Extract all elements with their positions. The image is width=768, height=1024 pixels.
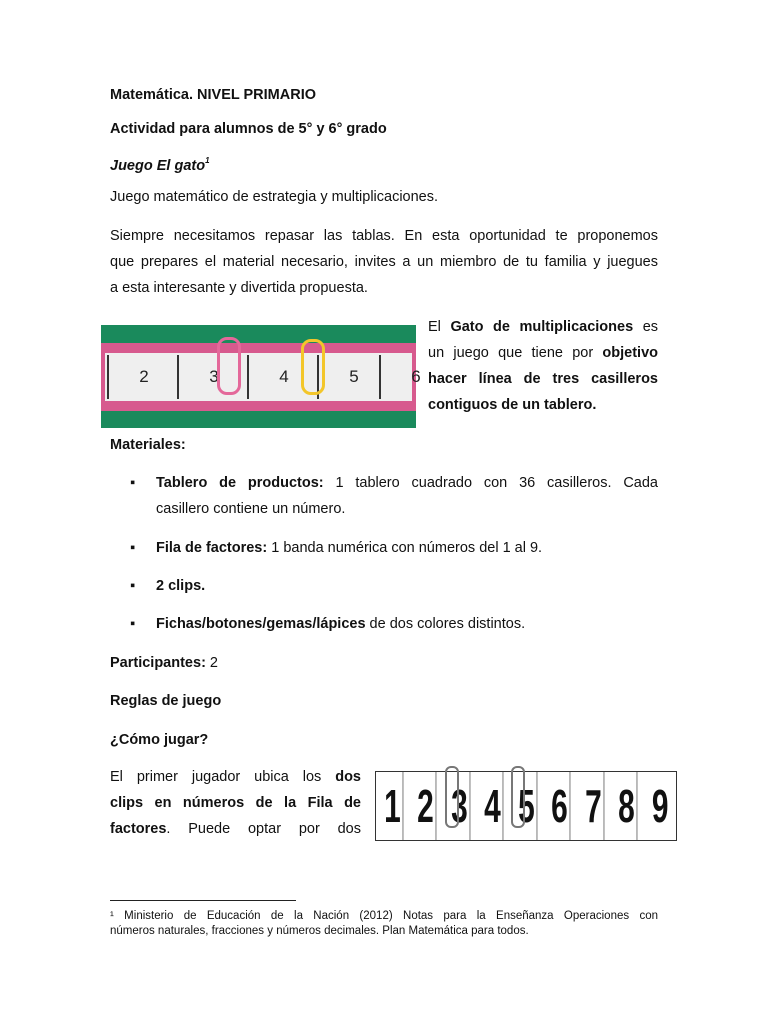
objective-l1c: es <box>633 319 659 335</box>
objective-text <box>428 314 658 418</box>
factor-cell: 9 <box>651 780 669 832</box>
how-l1b: dos <box>335 769 361 785</box>
objective-line4: contiguos de un tablero. <box>428 397 597 413</box>
intro-p2-line3: a esta interesante y divertida propuesta. <box>110 280 368 296</box>
footnote <box>110 909 658 939</box>
intro-p2-line2: que prepares el material necesario, invites a un miembro de tu familia y juegues <box>110 254 658 270</box>
photo-cell: 4 <box>247 355 319 399</box>
photo-cell: 5 <box>317 355 389 399</box>
materials-item-line <box>156 573 658 599</box>
factor-strip-image <box>375 771 677 841</box>
materials-item-text <box>156 573 658 599</box>
bullet-icon: ▪ <box>130 475 136 491</box>
intro-p2-line1: Siempre necesitamos repasar las tablas. En esta oportunidad te proponemos <box>110 228 658 244</box>
bullet-icon: ▪ <box>130 578 136 594</box>
materials-item-line <box>156 470 658 496</box>
objective-l1b: Gato de multiplicaciones <box>450 319 634 335</box>
objective-l2b: objetivo <box>602 345 658 361</box>
factor-cell: 8 <box>616 772 638 840</box>
materials-item-bold: 2 clips. <box>156 578 206 594</box>
factor-cell: 6 <box>549 772 571 840</box>
how-l3a: factores <box>110 821 167 837</box>
participants-line <box>110 654 218 672</box>
footnote-line2: números naturales, fracciones y números decimales. Plan Matemática para todos. <box>110 925 529 937</box>
rules-heading: Reglas de juego <box>110 693 222 709</box>
how-line3 <box>110 816 361 842</box>
factor-cell: 5 <box>516 772 538 840</box>
photo-cell: 6 <box>379 355 451 399</box>
materials-item-text <box>156 535 658 561</box>
footnote-l1: Ministerio de Educación de la Nación (2012) Notas para la Enseñanza Operaciones con <box>113 910 658 922</box>
game-title-text: Juego El gato <box>110 158 206 174</box>
doc-title: Matemática. NIVEL PRIMARIO <box>110 87 317 103</box>
how-l3b: . Puede optar por dos <box>166 821 361 837</box>
how-line2: clips en números de la Fila de <box>110 795 361 811</box>
how-l1a: El primer jugador ubica los <box>110 769 336 785</box>
materials-item-text <box>156 611 658 637</box>
participants-label: Participantes: <box>110 655 206 671</box>
materials-item-bold: Fila de factores: <box>156 540 268 556</box>
materials-item-line2: casillero contiene un número. <box>156 501 346 517</box>
clips-photo <box>101 325 421 428</box>
materials-item-rest: 1 banda numérica con números del 1 al 9. <box>267 540 543 556</box>
materials-heading: Materiales: <box>110 437 186 453</box>
intro-line: Juego matemático de estrategia y multiplicaciones. <box>110 189 439 205</box>
footnote-line1 <box>110 909 658 924</box>
factor-cell: 2 <box>415 772 437 840</box>
clip-icon <box>511 766 525 828</box>
factor-cell: 7 <box>582 772 604 840</box>
objective-line2 <box>428 340 658 366</box>
factor-cell: 3 <box>449 772 471 840</box>
objective-line3: hacer línea de tres casilleros <box>428 371 658 387</box>
materials-item-line <box>156 535 658 561</box>
factor-cell: 1 <box>382 772 404 840</box>
objective-l2a: un juego que tiene por <box>428 345 603 361</box>
objective-line1 <box>428 314 658 340</box>
materials-item-bold: Fichas/botones/gemas/lápices <box>156 616 366 632</box>
materials-item-rest: de dos colores distintos. <box>365 616 526 632</box>
materials-item-rest: 1 tablero cuadrado con 36 casilleros. Cada <box>323 475 658 491</box>
factor-cell: 4 <box>482 772 504 840</box>
intro-paragraph <box>110 223 658 301</box>
footnote-ref[interactable]: 1 <box>205 156 210 165</box>
bullet-icon: ▪ <box>130 616 136 632</box>
how-to-play-text <box>110 764 361 842</box>
how-to-play-heading: ¿Cómo jugar? <box>110 732 209 748</box>
game-title <box>110 152 210 175</box>
participants-value: 2 <box>205 655 218 671</box>
objective-l1a: El <box>428 319 451 335</box>
clip-icon <box>445 766 459 828</box>
doc-subtitle: Actividad para alumnos de 5° y 6° grado <box>110 121 387 137</box>
materials-item-line <box>156 611 658 637</box>
how-line1 <box>110 764 361 790</box>
yellow-clip-icon <box>301 339 325 395</box>
photo-cell: 2 <box>107 355 179 399</box>
footnote-separator <box>110 900 296 901</box>
footnote-mark: ¹ <box>110 910 114 922</box>
materials-item-text <box>156 470 658 522</box>
bullet-icon: ▪ <box>130 540 136 556</box>
materials-item-bold: Tablero de productos: <box>156 475 324 491</box>
pink-clip-icon <box>217 337 241 395</box>
photo-cell: 3 <box>177 355 249 399</box>
